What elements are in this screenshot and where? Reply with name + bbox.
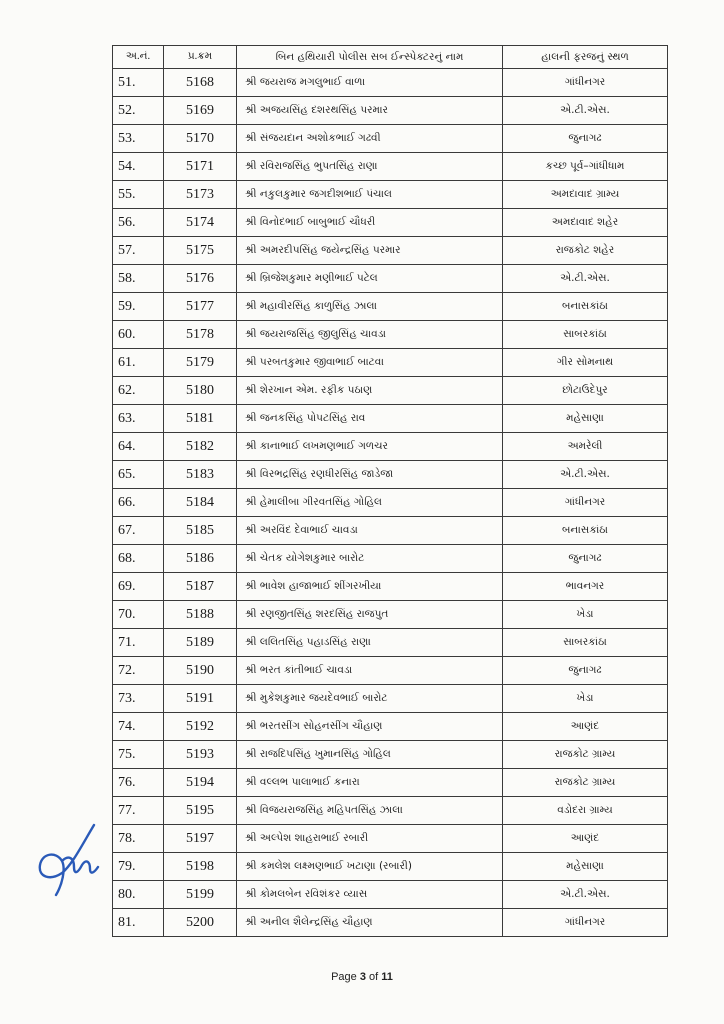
row-officer-name: શ્રી સંજયદાન અશોકભાઈ ગઢવી — [237, 125, 503, 153]
row-duty-place: જુનાગઢ — [503, 545, 668, 573]
table-row — [113, 881, 668, 909]
row-officer-name: શ્રી બ્રિજેશકુમાર મણીભાઈ પટેલ — [237, 265, 503, 293]
table-row — [113, 321, 668, 349]
header-merit-number: પ્ર.ક્રમ — [164, 46, 237, 69]
table-row — [113, 153, 668, 181]
row-officer-name: શ્રી વિરભદ્રસિંહ રણધીરસિંહ જાડેજા — [237, 461, 503, 489]
row-duty-place: એ.ટી.એસ. — [503, 461, 668, 489]
row-officer-name: શ્રી રાજદિપસિંહ ખુમાનસિંહ ગોહિલ — [237, 741, 503, 769]
row-duty-place: ખેડા — [503, 601, 668, 629]
row-serial: 73. — [113, 685, 164, 713]
row-merit-number: 5194 — [164, 769, 237, 797]
row-duty-place: સાબરકાંઠા — [503, 629, 668, 657]
row-serial: 52. — [113, 97, 164, 125]
row-serial: 62. — [113, 377, 164, 405]
table-row — [113, 601, 668, 629]
table-row — [113, 433, 668, 461]
table-row — [113, 685, 668, 713]
row-merit-number: 5198 — [164, 853, 237, 881]
row-serial: 81. — [113, 909, 164, 937]
row-merit-number: 5168 — [164, 69, 237, 97]
table-row — [113, 825, 668, 853]
table-row — [113, 209, 668, 237]
row-duty-place: અમદાવાદ શહેર — [503, 209, 668, 237]
row-merit-number: 5195 — [164, 797, 237, 825]
row-duty-place: એ.ટી.એસ. — [503, 881, 668, 909]
table-row — [113, 377, 668, 405]
row-officer-name: શ્રી જનકસિંહ પોપટસિંહ રાવ — [237, 405, 503, 433]
table-row — [113, 573, 668, 601]
row-officer-name: શ્રી અમરદીપસિંહ જયેન્દ્રસિંહ પરમાર — [237, 237, 503, 265]
row-serial: 64. — [113, 433, 164, 461]
row-merit-number: 5180 — [164, 377, 237, 405]
row-merit-number: 5191 — [164, 685, 237, 713]
row-duty-place: રાજકોટ ગ્રામ્ય — [503, 769, 668, 797]
row-duty-place: ખેડા — [503, 685, 668, 713]
row-serial: 74. — [113, 713, 164, 741]
row-duty-place: રાજકોટ ગ્રામ્ય — [503, 741, 668, 769]
row-officer-name: શ્રી હેમાલીબા ગીરવતસિંહ ગોહિલ — [237, 489, 503, 517]
row-officer-name: શ્રી અરવિંદ દેવાભાઈ ચાવડા — [237, 517, 503, 545]
table-row — [113, 97, 668, 125]
row-serial: 60. — [113, 321, 164, 349]
row-serial: 79. — [113, 853, 164, 881]
row-duty-place: ભાવનગર — [503, 573, 668, 601]
row-merit-number: 5199 — [164, 881, 237, 909]
row-officer-name: શ્રી મહાવીરસિંહ કાળુસિંહ ઝાલા — [237, 293, 503, 321]
row-serial: 67. — [113, 517, 164, 545]
row-officer-name: શ્રી ચેતક યોગેશકુમાર બારોટ — [237, 545, 503, 573]
header-duty-place: હાલની ફરજનું સ્થળ — [503, 46, 668, 69]
row-merit-number: 5188 — [164, 601, 237, 629]
row-merit-number: 5169 — [164, 97, 237, 125]
row-duty-place: મહેસાણા — [503, 853, 668, 881]
table-row — [113, 853, 668, 881]
row-duty-place: બનાસકાંઠા — [503, 517, 668, 545]
row-serial: 71. — [113, 629, 164, 657]
row-officer-name: શ્રી પરબતકુમાર જીવાભાઈ બાટવા — [237, 349, 503, 377]
header-serial: અ.નં. — [113, 46, 164, 69]
table-row — [113, 181, 668, 209]
officers-table — [112, 45, 668, 937]
row-duty-place: અમરેલી — [503, 433, 668, 461]
row-merit-number: 5200 — [164, 909, 237, 937]
row-duty-place: સાબરકાંઠા — [503, 321, 668, 349]
table-row — [113, 657, 668, 685]
row-serial: 80. — [113, 881, 164, 909]
row-duty-place: આણંદ — [503, 825, 668, 853]
row-merit-number: 5174 — [164, 209, 237, 237]
footer-prefix: Page — [331, 971, 360, 983]
row-officer-name: શ્રી કાનાભાઈ લખમણભાઈ ગળચર — [237, 433, 503, 461]
table-row — [113, 741, 668, 769]
row-serial: 66. — [113, 489, 164, 517]
row-officer-name: શ્રી નકુલકુમાર જગદીશભાઈ પંચાલ — [237, 181, 503, 209]
table-row — [113, 265, 668, 293]
row-merit-number: 5177 — [164, 293, 237, 321]
row-serial: 77. — [113, 797, 164, 825]
row-duty-place: ગાંધીનગર — [503, 69, 668, 97]
table-row — [113, 69, 668, 97]
row-officer-name: શ્રી લલિતસિંહ પહાડસિંહ રાણા — [237, 629, 503, 657]
row-merit-number: 5183 — [164, 461, 237, 489]
row-merit-number: 5173 — [164, 181, 237, 209]
row-officer-name: શ્રી જયરાજસિંહ જીલુસિંહ ચાવડા — [237, 321, 503, 349]
row-officer-name: શ્રી શેરખાન એમ. રફીક પઠાણ — [237, 377, 503, 405]
row-officer-name: શ્રી કોમલબેન રવિશંકર વ્યાસ — [237, 881, 503, 909]
row-duty-place: વડોદરા ગ્રામ્ય — [503, 797, 668, 825]
row-merit-number: 5193 — [164, 741, 237, 769]
table-row — [113, 909, 668, 937]
row-serial: 51. — [113, 69, 164, 97]
row-officer-name: શ્રી રવિરાજસિંહ ભુપતસિંહ રાણા — [237, 153, 503, 181]
row-duty-place: જુનાગઢ — [503, 125, 668, 153]
table-header-row — [113, 46, 668, 69]
footer-total-pages: 11 — [381, 971, 393, 983]
row-duty-place: ગાંધીનગર — [503, 909, 668, 937]
row-merit-number: 5178 — [164, 321, 237, 349]
row-serial: 53. — [113, 125, 164, 153]
row-merit-number: 5171 — [164, 153, 237, 181]
row-serial: 54. — [113, 153, 164, 181]
row-duty-place: અમદાવાદ ગ્રામ્ય — [503, 181, 668, 209]
row-duty-place: કચ્છ પૂર્વ–ગાંધીધામ — [503, 153, 668, 181]
signature — [32, 815, 112, 905]
row-officer-name: શ્રી જયરાજ મગલુભાઈ વાળા — [237, 69, 503, 97]
row-duty-place: ગીર સોમનાથ — [503, 349, 668, 377]
row-merit-number: 5186 — [164, 545, 237, 573]
row-officer-name: શ્રી અજયસિંહ દશરથસિંહ પરમાર — [237, 97, 503, 125]
row-duty-place: રાજકોટ શહેર — [503, 237, 668, 265]
row-serial: 65. — [113, 461, 164, 489]
row-serial: 75. — [113, 741, 164, 769]
row-serial: 69. — [113, 573, 164, 601]
table-row — [113, 125, 668, 153]
row-merit-number: 5190 — [164, 657, 237, 685]
row-serial: 59. — [113, 293, 164, 321]
row-merit-number: 5185 — [164, 517, 237, 545]
table-row — [113, 349, 668, 377]
row-duty-place: જુનાગઢ — [503, 657, 668, 685]
table-row — [113, 461, 668, 489]
row-duty-place: એ.ટી.એસ. — [503, 97, 668, 125]
row-merit-number: 5182 — [164, 433, 237, 461]
table-row — [113, 713, 668, 741]
footer-current-page: 3 — [359, 971, 366, 983]
row-serial: 72. — [113, 657, 164, 685]
row-officer-name: શ્રી વિજયરાજસિંહ મહિપતસિંહ ઝાલા — [237, 797, 503, 825]
row-serial: 70. — [113, 601, 164, 629]
row-officer-name: શ્રી વિનોદભાઈ બાબુભાઈ ચૌધરી — [237, 209, 503, 237]
header-officer-name: બિન હથિયારી પોલીસ સબ ઈન્સ્પેક્ટરનું નામ — [237, 46, 503, 69]
row-merit-number: 5175 — [164, 237, 237, 265]
row-duty-place: છોટાઉદેપુર — [503, 377, 668, 405]
table-row — [113, 293, 668, 321]
row-officer-name: શ્રી વલ્લભ પાલાભાઈ કનારા — [237, 769, 503, 797]
row-merit-number: 5179 — [164, 349, 237, 377]
row-serial: 57. — [113, 237, 164, 265]
row-officer-name: શ્રી કમલેશ લક્ષ્મણભાઈ ખટાણા (રબારી) — [237, 853, 503, 881]
row-duty-place: ગાંધીનગર — [503, 489, 668, 517]
table-row — [113, 517, 668, 545]
row-duty-place: મહેસાણા — [503, 405, 668, 433]
row-serial: 78. — [113, 825, 164, 853]
row-serial: 58. — [113, 265, 164, 293]
row-serial: 55. — [113, 181, 164, 209]
row-serial: 61. — [113, 349, 164, 377]
row-duty-place: બનાસકાંઠા — [503, 293, 668, 321]
row-officer-name: શ્રી મુકેશકુમાર જયદેવભાઈ બારોટ — [237, 685, 503, 713]
row-merit-number: 5181 — [164, 405, 237, 433]
table-row — [113, 797, 668, 825]
row-officer-name: શ્રી ભરતસીંગ સોહનસીંગ ચૌહાણ — [237, 713, 503, 741]
row-merit-number: 5197 — [164, 825, 237, 853]
row-duty-place: એ.ટી.એસ. — [503, 265, 668, 293]
row-officer-name: શ્રી ભરત કાંતીભાઈ ચાવડા — [237, 657, 503, 685]
page-footer — [0, 971, 724, 983]
row-merit-number: 5192 — [164, 713, 237, 741]
row-merit-number: 5184 — [164, 489, 237, 517]
footer-of: of — [365, 971, 382, 983]
row-merit-number: 5187 — [164, 573, 237, 601]
row-officer-name: શ્રી રણજીતસિંહ શરદસિંહ રાજપુત — [237, 601, 503, 629]
row-officer-name: શ્રી ભાવેશ હાજાભાઈ શીંગરખીયા — [237, 573, 503, 601]
table-row — [113, 629, 668, 657]
row-serial: 56. — [113, 209, 164, 237]
row-merit-number: 5176 — [164, 265, 237, 293]
table-body — [113, 69, 668, 937]
table-row — [113, 237, 668, 265]
table-row — [113, 545, 668, 573]
table-row — [113, 489, 668, 517]
row-merit-number: 5170 — [164, 125, 237, 153]
row-duty-place: આણંદ — [503, 713, 668, 741]
row-officer-name: શ્રી અનીલ શૈલેન્દ્રસિંહ ચૌહાણ — [237, 909, 503, 937]
row-serial: 63. — [113, 405, 164, 433]
table-row — [113, 769, 668, 797]
row-merit-number: 5189 — [164, 629, 237, 657]
row-officer-name: શ્રી અલ્પેશ શાહરાભાઈ રબારી — [237, 825, 503, 853]
table-row — [113, 405, 668, 433]
row-serial: 68. — [113, 545, 164, 573]
row-serial: 76. — [113, 769, 164, 797]
